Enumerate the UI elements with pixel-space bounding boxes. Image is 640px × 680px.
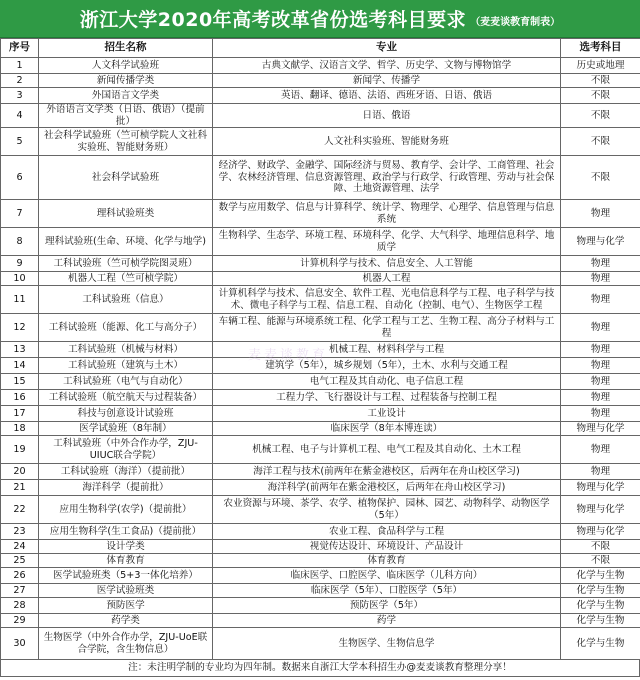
program-name: 机器人工程（竺可桢学院）	[39, 272, 213, 286]
major-list: 农业资源与环境、茶学、农学、植物保护、园林、园艺、动物科学、动物医学（5年）	[213, 496, 561, 524]
row-number: 28	[1, 598, 39, 614]
row-number: 8	[1, 228, 39, 256]
major-list: 机械工程、材料科学与工程	[213, 342, 561, 358]
table-row	[1, 614, 640, 628]
table-row	[1, 422, 640, 436]
required-subjects: 物理	[561, 256, 640, 272]
table-row	[1, 88, 640, 104]
program-name: 社会科学试验班（竺可桢学院人文社科实验班、智能财务班）	[39, 128, 213, 156]
row-number: 1	[1, 58, 39, 74]
table-row	[1, 286, 640, 314]
watermark: 麦麦谈教育	[248, 348, 329, 363]
program-name: 医学试验班类（5+3一体化培养）	[39, 568, 213, 584]
row-number: 23	[1, 524, 39, 540]
table-row	[1, 374, 640, 390]
row-number: 14	[1, 358, 39, 374]
row-number: 20	[1, 464, 39, 480]
required-subjects: 历史或地理	[561, 58, 640, 74]
table-row	[1, 524, 640, 540]
program-name: 工科试验班（建筑与土木）	[39, 358, 213, 374]
program-name: 社会科学试验班	[39, 156, 213, 200]
program-name: 预防医学	[39, 598, 213, 614]
major-list: 临床医学、口腔医学、临床医学（儿科方向）	[213, 568, 561, 584]
table-body	[1, 58, 640, 660]
program-name: 工科试验班（电气与自动化）	[39, 374, 213, 390]
table-row	[1, 256, 640, 272]
required-subjects: 物理与化学	[561, 480, 640, 496]
major-list: 工程力学、飞行器设计与工程、过程装备与控制工程	[213, 390, 561, 406]
required-subjects: 不限	[561, 540, 640, 554]
major-list: 英语、翻译、德语、法语、西班牙语、日语、俄语	[213, 88, 561, 104]
major-list: 车辆工程、能源与环境系统工程、化学工程与工艺、生物工程、高分子材料与工程	[213, 314, 561, 342]
required-subjects: 物理	[561, 464, 640, 480]
required-subjects: 物理与化学	[561, 496, 640, 524]
major-list: 药学	[213, 614, 561, 628]
table-row	[1, 390, 640, 406]
required-subjects: 不限	[561, 128, 640, 156]
major-list: 机械工程、电子与计算机工程、电气工程及其自动化、土木工程	[213, 436, 561, 464]
required-subjects: 物理	[561, 390, 640, 406]
row-number: 21	[1, 480, 39, 496]
required-subjects: 不限	[561, 104, 640, 128]
major-list: 建筑学（5年），城乡规划（5年），土木、水利与交通工程	[213, 358, 561, 374]
table-subtitle: （麦麦谈教育制表）	[470, 17, 561, 28]
title-bar	[0, 0, 640, 38]
row-number: 2	[1, 74, 39, 88]
program-name: 科技与创意设计试验班	[39, 406, 213, 422]
program-name: 设计学类	[39, 540, 213, 554]
program-name: 工科试验班（海洋）（提前批）	[39, 464, 213, 480]
major-list: 临床医学（8年本博连读）	[213, 422, 561, 436]
row-number: 10	[1, 272, 39, 286]
row-number: 6	[1, 156, 39, 200]
major-list: 生物科学、生态学、环境工程、环境科学、化学、大气科学、地理信息科学、地质学	[213, 228, 561, 256]
program-name: 工科试验班（机械与材料）	[39, 342, 213, 358]
required-subjects: 物理	[561, 342, 640, 358]
program-name: 人文科学试验班	[39, 58, 213, 74]
major-list: 古典文献学、汉语言文学、哲学、历史学、文物与博物馆学	[213, 58, 561, 74]
header-major: 专业	[213, 39, 561, 58]
required-subjects: 物理与化学	[561, 524, 640, 540]
table-row	[1, 228, 640, 256]
row-number: 17	[1, 406, 39, 422]
row-number: 4	[1, 104, 39, 128]
program-name: 药学类	[39, 614, 213, 628]
major-list: 临床医学（5年）、口腔医学（5年）	[213, 584, 561, 598]
program-name: 海洋科学（提前批）	[39, 480, 213, 496]
required-subjects: 物理	[561, 314, 640, 342]
row-number: 25	[1, 554, 39, 568]
row-number: 24	[1, 540, 39, 554]
major-list: 计算机科学与技术、信息安全、人工智能	[213, 256, 561, 272]
required-subjects: 物理与化学	[561, 228, 640, 256]
program-name: 新闻传播学类	[39, 74, 213, 88]
major-list: 计算机科学与技术、信息安全、软件工程、光电信息科学与工程、电子科学与技术、微电子科学与工程、信息工程、自动化（控制、电气）、生物医学工程	[213, 286, 561, 314]
major-list: 预防医学（5年）	[213, 598, 561, 614]
program-name: 医学试验班类	[39, 584, 213, 598]
required-subjects: 化学与生物	[561, 628, 640, 660]
row-number: 27	[1, 584, 39, 598]
required-subjects: 化学与生物	[561, 614, 640, 628]
row-number: 26	[1, 568, 39, 584]
major-list: 数学与应用数学、信息与计算科学、统计学、物理学、心理学、信息管理与信息系统	[213, 200, 561, 228]
row-number: 15	[1, 374, 39, 390]
table-row	[1, 58, 640, 74]
major-list: 工业设计	[213, 406, 561, 422]
table-row	[1, 200, 640, 228]
program-name: 理科试验班类	[39, 200, 213, 228]
row-number: 12	[1, 314, 39, 342]
header-name: 招生名称	[39, 39, 213, 58]
program-name: 医学试验班（8年制）	[39, 422, 213, 436]
row-number: 22	[1, 496, 39, 524]
program-name: 生物医学（中外合作办学，ZJU-UoE联合学院，含生物信息）	[39, 628, 213, 660]
program-name: 工科试验班（中外合作办学，ZJU-UIUC联合学院）	[39, 436, 213, 464]
row-number: 30	[1, 628, 39, 660]
table-row	[1, 272, 640, 286]
table-row	[1, 358, 640, 374]
row-number: 19	[1, 436, 39, 464]
table-row	[1, 540, 640, 554]
major-list: 视觉传达设计、环境设计、产品设计	[213, 540, 561, 554]
major-list: 人文社科实验班、智能财务班	[213, 128, 561, 156]
major-list: 电气工程及其自动化、电子信息工程	[213, 374, 561, 390]
row-number: 16	[1, 390, 39, 406]
major-list: 农业工程、食品科学与工程	[213, 524, 561, 540]
required-subjects: 物理与化学	[561, 422, 640, 436]
header-no: 序号	[1, 39, 39, 58]
required-subjects: 不限	[561, 74, 640, 88]
table-row	[1, 584, 640, 598]
row-number: 9	[1, 256, 39, 272]
table-row	[1, 480, 640, 496]
program-name: 工科试验班（航空航天与过程装备）	[39, 390, 213, 406]
header-row	[1, 39, 640, 58]
required-subjects: 物理	[561, 406, 640, 422]
row-number: 11	[1, 286, 39, 314]
program-name: 应用生物科学(农学)（提前批）	[39, 496, 213, 524]
row-number: 18	[1, 422, 39, 436]
required-subjects: 不限	[561, 156, 640, 200]
required-subjects: 化学与生物	[561, 598, 640, 614]
program-name: 外语语言文学类（日语、俄语）（提前批）	[39, 104, 213, 128]
footer-note: 注：未注明学制的专业均为四年制。数据来自浙江大学本科招生办@麦麦谈教育整理分享！	[0, 660, 640, 677]
row-number: 7	[1, 200, 39, 228]
table-row	[1, 128, 640, 156]
table-row	[1, 342, 640, 358]
required-subjects: 物理	[561, 286, 640, 314]
table-title: 浙江大学2020年高考改革省份选考科目要求	[79, 9, 467, 31]
table-row	[1, 568, 640, 584]
required-subjects: 不限	[561, 554, 640, 568]
subject-requirements-table	[0, 38, 640, 660]
table-row	[1, 598, 640, 614]
program-name: 体育教育	[39, 554, 213, 568]
required-subjects: 物理	[561, 358, 640, 374]
program-name: 工科试验班（竺可桢学院图灵班）	[39, 256, 213, 272]
table-row	[1, 314, 640, 342]
table-row	[1, 156, 640, 200]
major-list: 海洋工程与技术(前两年在紫金港校区，后两年在舟山校区学习)	[213, 464, 561, 480]
required-subjects: 不限	[561, 88, 640, 104]
major-list: 机器人工程	[213, 272, 561, 286]
major-list: 日语、俄语	[213, 104, 561, 128]
row-number: 5	[1, 128, 39, 156]
program-name: 工科试验班（能源、化工与高分子）	[39, 314, 213, 342]
table-row	[1, 464, 640, 480]
required-subjects: 物理	[561, 272, 640, 286]
table-row	[1, 436, 640, 464]
program-name: 应用生物科学(生工食品)（提前批）	[39, 524, 213, 540]
table-row	[1, 554, 640, 568]
table-row	[1, 628, 640, 660]
header-subject: 选考科目	[561, 39, 640, 58]
table-row	[1, 496, 640, 524]
required-subjects: 化学与生物	[561, 568, 640, 584]
row-number: 13	[1, 342, 39, 358]
program-name: 工科试验班（信息）	[39, 286, 213, 314]
program-name: 理科试验班(生命、环境、化学与地学)	[39, 228, 213, 256]
major-list: 经济学、财政学、金融学、国际经济与贸易、教育学、会计学、工商管理、社会学、农林经济管理、信息资源管理、政治学与行政学、行政管理、劳动与社会保障、土地资源管理、法学	[213, 156, 561, 200]
major-list: 体育教育	[213, 554, 561, 568]
program-name: 外国语言文学类	[39, 88, 213, 104]
major-list: 生物医学、生物信息学	[213, 628, 561, 660]
required-subjects: 化学与生物	[561, 584, 640, 598]
required-subjects: 物理	[561, 374, 640, 390]
table-row	[1, 104, 640, 128]
required-subjects: 物理	[561, 200, 640, 228]
major-list: 海洋科学(前两年在紫金港校区，后两年在舟山校区学习)	[213, 480, 561, 496]
table-row	[1, 406, 640, 422]
row-number: 29	[1, 614, 39, 628]
row-number: 3	[1, 88, 39, 104]
major-list: 新闻学、传播学	[213, 74, 561, 88]
table-row	[1, 74, 640, 88]
required-subjects: 物理	[561, 436, 640, 464]
